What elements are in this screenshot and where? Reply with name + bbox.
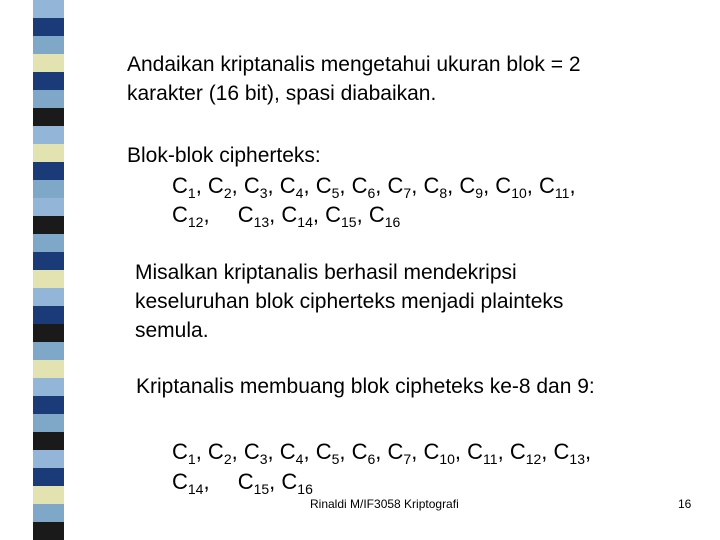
cipher-block-term: $C_4$ bbox=[279, 439, 304, 467]
cipher-block-term: $C_5$ bbox=[315, 173, 340, 201]
stripe-block bbox=[33, 144, 64, 162]
cipher-block-term: $C_{11}$ bbox=[539, 173, 570, 201]
stripe-block bbox=[33, 450, 64, 468]
stripe-block bbox=[33, 288, 64, 306]
stripe-block bbox=[33, 198, 64, 216]
stripe-block bbox=[33, 54, 64, 72]
cipher-block-term: $C_6$ bbox=[351, 173, 376, 201]
decrypt-line-3: semula. bbox=[135, 319, 209, 342]
stripe-block bbox=[33, 18, 64, 36]
decorative-stripe bbox=[33, 0, 64, 540]
stripe-block bbox=[33, 396, 64, 414]
cipher-block-term: $C_{13}$ bbox=[553, 439, 585, 467]
stripe-block bbox=[33, 342, 64, 360]
blocks-label: Blok-blok cipherteks: bbox=[127, 144, 321, 167]
stripe-block bbox=[33, 504, 64, 522]
cipher-sequence-reduced-line-1: $C_1$, $C_2$, $C_3$, $C_4$, $C_5$, $C_6$, $C_7$, $C_{10}$, $C_{11}$, $C_{12}$, $C_{13}$, bbox=[172, 439, 592, 467]
intro-line-2: karakter (16 bit), spasi diabaikan. bbox=[127, 82, 437, 105]
cipher-block-term: $C_7$ bbox=[387, 173, 412, 201]
stripe-block bbox=[33, 216, 64, 234]
cipher-block-term: $C_{10}$ bbox=[423, 439, 455, 467]
cipher-block-term: $C_4$ bbox=[279, 173, 304, 201]
cipher-block-term: $C_{15}$ bbox=[325, 202, 357, 230]
cipher-block-term: $C_{10}$ bbox=[495, 173, 527, 201]
stripe-block bbox=[33, 180, 64, 198]
stripe-block bbox=[33, 270, 64, 288]
cipher-block-term: $C_{12}$ bbox=[172, 202, 204, 230]
cipher-sequence-reduced bbox=[172, 437, 591, 497]
cipher-block-term: $C_3$ bbox=[243, 439, 268, 467]
stripe-block bbox=[33, 72, 64, 90]
stripe-block bbox=[33, 414, 64, 432]
cipher-block-term: $C_{16}$ bbox=[368, 202, 401, 230]
cipher-sequence-full-line-1: $C_1$, $C_2$, $C_3$, $C_4$, $C_5$, $C_6$, $C_7$, $C_8$, $C_9$, $C_{10}$, $C_{11}$, bbox=[172, 173, 576, 201]
cipher-sequence-full bbox=[172, 171, 576, 229]
stripe-block bbox=[33, 90, 64, 108]
cipher-block-term: $C_5$ bbox=[315, 439, 340, 467]
stripe-block bbox=[33, 126, 64, 144]
stripe-block bbox=[33, 162, 64, 180]
stripe-block bbox=[33, 252, 64, 270]
cipher-block-term: $C_3$ bbox=[243, 173, 268, 201]
stripe-block bbox=[33, 0, 64, 18]
cipher-block-term: $C_2$ bbox=[207, 439, 232, 467]
discard-paragraph: Kriptanalis membuang blok cipheteks ke-8 dan 9: bbox=[136, 375, 595, 398]
decrypt-paragraph bbox=[135, 258, 563, 345]
intro-line-1: Andaikan kriptanalis mengetahui ukuran blok = 2 bbox=[127, 53, 581, 76]
decrypt-line-2: keseluruhan blok cipherteks menjadi plainteks bbox=[135, 290, 564, 313]
cipher-block-term: $C_1$ bbox=[172, 173, 196, 201]
stripe-block bbox=[33, 360, 64, 378]
cipher-block-term: $C_2$ bbox=[207, 173, 232, 201]
cipher-block-term: $C_{16}$ bbox=[281, 469, 313, 497]
cipher-block-term: $C_{12}$ bbox=[509, 439, 542, 467]
cipher-sequence-reduced-line-2: $C_{14}$, $C_{15}$, $C_{16}$ bbox=[172, 469, 313, 497]
cipher-block-term: $C_{13}$ bbox=[237, 202, 270, 230]
stripe-block bbox=[33, 306, 64, 324]
cipher-block-term: $C_8$ bbox=[423, 173, 448, 201]
footer-credit: Rinaldi M/IF3058 Kriptografi bbox=[310, 497, 459, 511]
cipher-block-term: $C_1$ bbox=[172, 439, 196, 467]
stripe-block bbox=[33, 486, 64, 504]
stripe-block bbox=[33, 522, 64, 540]
cipher-block-term: $C_7$ bbox=[387, 439, 412, 467]
stripe-block bbox=[33, 234, 64, 252]
cipher-block-term: $C_{14}$ bbox=[172, 469, 204, 497]
cipher-sequence-full-line-2: $C_{12}$, $C_{13}$, $C_{14}$, $C_{15}$, $C_{16}$ bbox=[172, 202, 401, 230]
cipher-block-term: $C_{14}$ bbox=[281, 202, 313, 230]
stripe-block bbox=[33, 468, 64, 486]
cipher-block-term: $C_6$ bbox=[351, 439, 376, 467]
stripe-block bbox=[33, 36, 64, 54]
stripe-block bbox=[33, 324, 64, 342]
cipher-block-term: $C_{15}$ bbox=[237, 469, 270, 497]
decrypt-line-1: Misalkan kriptanalis berhasil mendekripsi bbox=[135, 261, 517, 284]
cipher-block-term: $C_{11}$ bbox=[467, 439, 498, 467]
stripe-block bbox=[33, 108, 64, 126]
page-number: 16 bbox=[678, 497, 692, 511]
cipher-block-term: $C_9$ bbox=[459, 173, 484, 201]
intro-paragraph bbox=[127, 50, 581, 108]
stripe-block bbox=[33, 432, 64, 450]
stripe-block bbox=[33, 378, 64, 396]
